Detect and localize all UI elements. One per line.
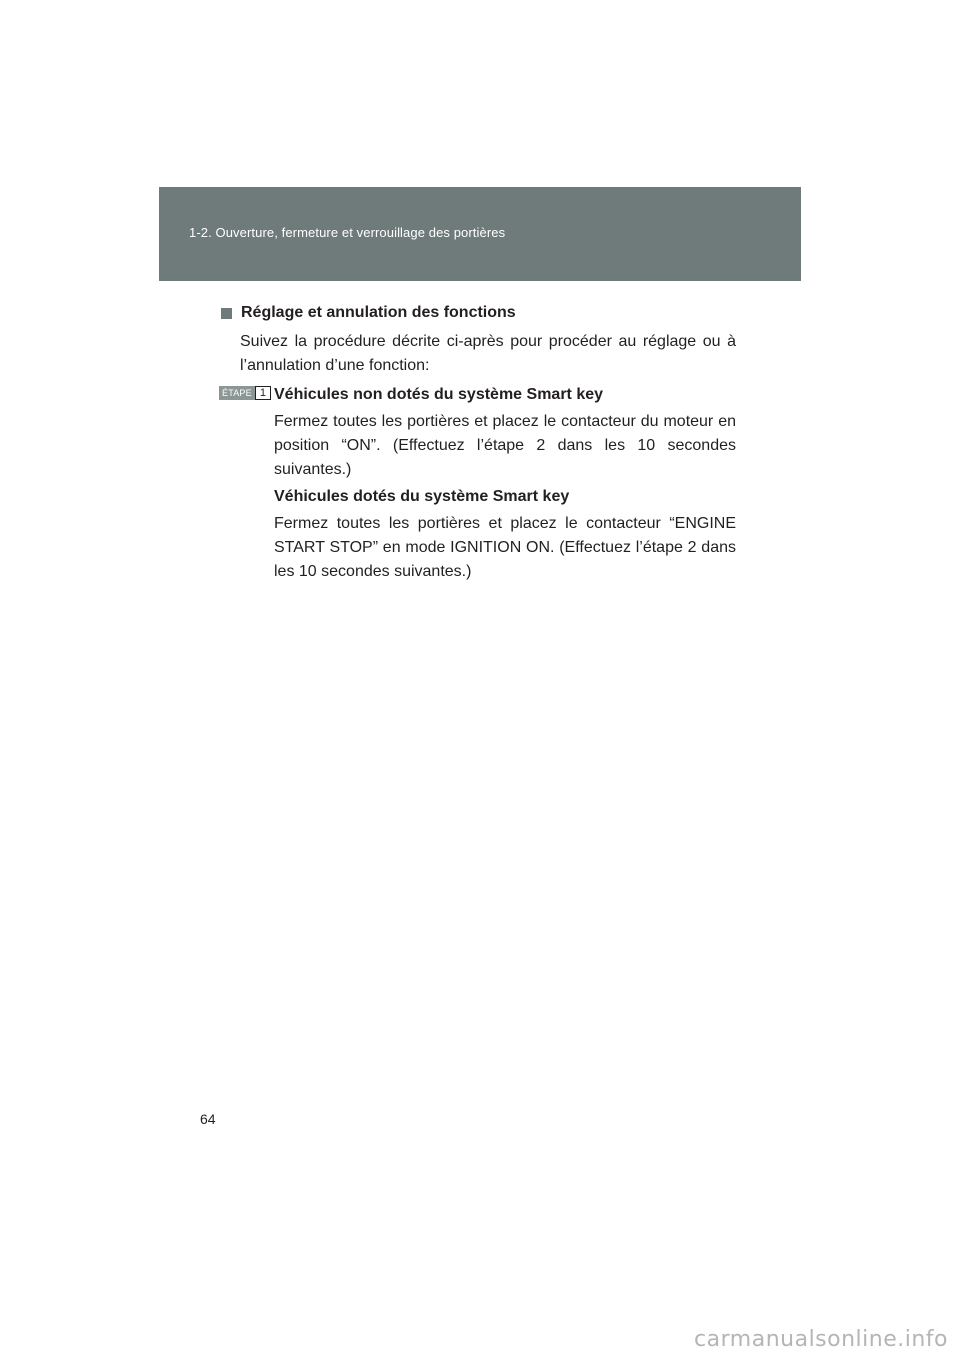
step-badge-label: ÉTAPE [219, 386, 255, 400]
case1-heading: Véhicules non dotés du système Smart key [274, 386, 604, 403]
step-badge [219, 386, 271, 400]
watermark: carmanualsonline.info [694, 1327, 948, 1352]
case2-heading: Véhicules dotés du système Smart key [274, 488, 570, 505]
section-header-band [159, 187, 801, 281]
section-heading-text: Réglage et annulation des fonctions [241, 304, 516, 321]
case2-paragraph: Fermez toutes les portières et placez le contacteur “ENGINE START STOP” en mode IGNITION ON. (Effectuez l’étape 2 dans les 10 secondes suivantes.) [274, 515, 736, 580]
section-title: 1-2. Ouverture, fermeture et verrouillage des portières [189, 225, 506, 240]
case1-paragraph: Fermez toutes les portières et placez le contacteur du moteur en position “ON”. (Effectuez l’étape 2 dans les 10 secondes suivantes.) [274, 413, 736, 478]
page-number: 64 [200, 1111, 216, 1127]
intro-paragraph: Suivez la procédure décrite ci-après pour procéder au réglage ou à l’annulation d’une fonction: [240, 333, 736, 374]
step-row [219, 386, 279, 400]
section-heading [221, 304, 516, 322]
step-badge-number: 1 [255, 386, 271, 400]
square-bullet-icon [221, 308, 232, 319]
